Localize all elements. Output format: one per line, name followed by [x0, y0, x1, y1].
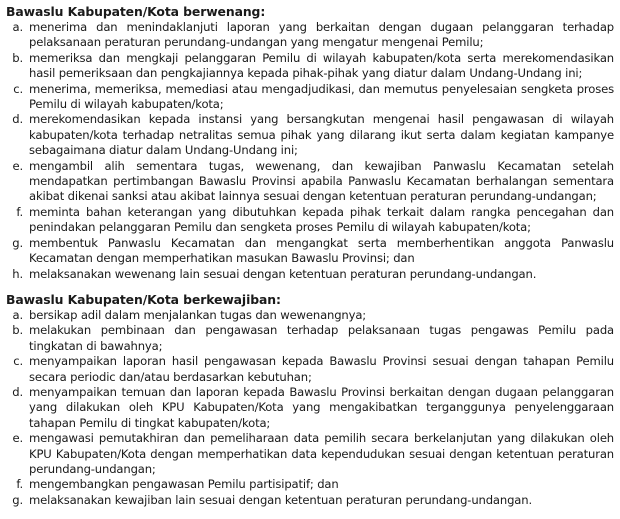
item-list: [6, 308, 614, 508]
item-text: menerima dan menindaklanjuti laporan yang berkaitan dengan dugaan pelanggaran terhadap pelaksanaan peraturan perundang-undangan yang mengatur mengenai Pemilu;: [29, 20, 614, 50]
item-marker: c.: [13, 81, 23, 96]
item-marker: e.: [12, 431, 23, 446]
item-marker: d.: [12, 384, 23, 399]
item-text: melaksanakan kewajiban lain sesuai dengan ketentuan peraturan perundang-undangan.: [29, 492, 532, 507]
list-item: [6, 354, 614, 385]
list-item: [6, 267, 614, 282]
section-title: Bawaslu Kabupaten/Kota berwenang:: [6, 4, 266, 19]
item-marker: g.: [12, 492, 23, 507]
item-marker: f.: [16, 477, 23, 492]
item-marker: b.: [12, 50, 23, 65]
item-text: meminta bahan keterangan yang dibutuhkan kepada pihak terkait dalam rangka pencegahan dan penindakan pelanggaran Pemilu dan sengketa proses Pemilu di wilayah kabupaten/kota;: [29, 204, 614, 235]
item-text: mengawasi pemutakhiran dan pemeliharaan data pemilih secara berkelanjutan yang dilakukan oleh KPU Kabupaten/Kota dengan memperhatikan data kependudukan sesuai dengan ketentuan peraturan perundang-undangan;: [29, 431, 614, 476]
item-list: [6, 20, 614, 282]
list-item: [6, 159, 614, 205]
item-marker: g.: [12, 235, 23, 250]
list-item: [6, 308, 614, 323]
item-text: memeriksa dan mengkaji pelanggaran Pemilu di wilayah kabupaten/kota serta merekomendasikan hasil pemeriksaan dan pengkajiannya kepada pihak-pihak yang diatur dalam Undang-Undang ini;: [29, 50, 614, 81]
section-title: Bawaslu Kabupaten/Kota berkewajiban:: [6, 291, 281, 307]
item-text: menerima, memeriksa, memediasi atau mengadjudikasi, dan memutus penyelesaian sengketa proses Pemilu di wilayah kabupaten/kota;: [29, 81, 614, 112]
section-kewajiban: [6, 292, 614, 508]
section-wewenang: [6, 4, 614, 282]
list-item: [6, 51, 614, 82]
item-text: mengembangkan pengawasan Pemilu partisipatif; dan: [29, 477, 339, 492]
item-marker: a.: [12, 307, 23, 322]
item-text: melakukan pembinaan dan pengawasan terhadap pelaksanaan tugas pengawas Pemilu pada tingkatan di bawahnya;: [29, 323, 614, 353]
list-item: [6, 20, 614, 51]
item-marker: f.: [16, 204, 23, 219]
list-item: [6, 323, 614, 354]
item-marker: d.: [12, 112, 23, 127]
list-item: [6, 385, 614, 431]
item-text: menyampaikan temuan dan laporan kepada Bawaslu Provinsi berkaitan dengan dugaan pelanggaran yang dilakukan oleh KPU Kabupaten/Kota yang mengakibatkan terganggunya penyelenggaraan tahapan Pemilu di tingkat kabupaten/kota;: [29, 384, 614, 430]
list-item: [6, 236, 614, 267]
item-marker: h.: [12, 266, 23, 281]
item-text: membentuk Panwaslu Kecamatan dan mengangkat serta memberhentikan anggota Panwaslu Kecamatan dengan memperhatikan masukan Bawaslu Provinsi; dan: [29, 235, 614, 266]
item-text: mengambil alih sementara tugas, wewenang, dan kewajiban Panwaslu Kecamatan setelah mendapatkan pertimbangan Bawaslu Provinsi apabila Panwaslu Kecamatan berhalangan sementara akibat dikenai sanksi atau akibat lainnya sesuai dengan ketentuan peraturan perundang-undangan;: [29, 158, 614, 204]
list-item: [6, 82, 614, 113]
item-marker: e.: [12, 158, 23, 173]
item-text: bersikap adil dalam menjalankan tugas dan wewenangnya;: [29, 307, 367, 322]
item-marker: a.: [12, 20, 23, 34]
item-text: merekomendasikan kepada instansi yang bersangkutan mengenai hasil pengawasan di wilayah kabupaten/kota terhadap netralitas semua pihak yang dilarang ikut serta dalam kegiatan kampanye sebagaimana diatur dalam Undang-Undang ini;: [29, 112, 614, 158]
list-item: [6, 493, 614, 508]
item-marker: b.: [12, 323, 23, 338]
item-text: melaksanakan wewenang lain sesuai dengan ketentuan peraturan perundang-undangan.: [29, 266, 537, 281]
item-text: menyampaikan laporan hasil pengawasan kepada Bawaslu Provinsi sesuai dengan tahapan Pemilu secara periodic dan/atau berdasarkan kebutuhan;: [29, 354, 614, 384]
list-item: [6, 431, 614, 477]
list-item: [6, 205, 614, 236]
item-marker: c.: [13, 354, 23, 369]
list-item: [6, 477, 614, 492]
list-item: [6, 112, 614, 158]
